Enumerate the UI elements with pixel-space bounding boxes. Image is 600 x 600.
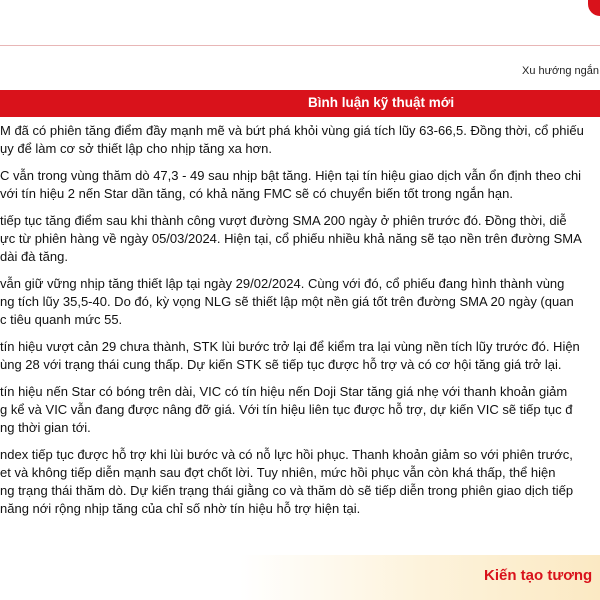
paragraph-line: dài đà tăng. <box>0 249 68 264</box>
paragraph-line: C vẫn trong vùng thăm dò 47,3 - 49 sau nhịp bật tăng. Hiện tại tín hiệu giao dịch vẫn ổn định theo chi <box>0 168 582 183</box>
paragraph-line: ực từ phiên hàng về ngày 05/03/2024. Hiện tại, cổ phiếu nhiều khả năng sẽ tạo nền trên đường SMA <box>0 231 582 246</box>
paragraph-line: ng thời gian tới. <box>0 420 91 435</box>
paragraph-6 <box>0 383 600 437</box>
paragraph-line: et và không tiếp diễn mạnh sau đợt chốt lời. Tuy nhiên, mức hồi phục vẫn còn khá thấp, thể hiện <box>0 465 556 480</box>
paragraph-line: ng trạng thái thăm dò. Dự kiến trạng thái giằng co và thăm dò sẽ tiếp diễn trong phiên giao dịch tiếp <box>0 483 574 498</box>
paragraph-line: tín hiệu nến Star có bóng trên dài, VIC có tín hiệu nến Doji Star tăng giá nhẹ với thanh khoản giảm <box>0 384 568 399</box>
paragraph-line: năng nới rộng nhịp tăng của chỉ số nhờ tín hiệu hỗ trợ hiện tại. <box>0 501 361 516</box>
paragraph-line: M đã có phiên tăng điểm đầy mạnh mẽ và bứt phá khỏi vùng giá tích lũy 63-66,5. Đồng thời, cổ phiếu <box>0 123 584 138</box>
paragraph-line: ndex tiếp tục được hỗ trợ khi lùi bước và có nỗ lực hồi phục. Thanh khoản giảm so với phiên trước, <box>0 447 573 462</box>
paragraph-4 <box>0 275 600 329</box>
paragraph-line: vẫn giữ vững nhịp tăng thiết lập tại ngày 29/02/2024. Cùng với đó, cổ phiếu đang hình thành vùng <box>0 276 565 291</box>
paragraph-7 <box>0 446 600 518</box>
trend-label: Xu hướng ngắn <box>522 65 599 77</box>
paragraph-line: ụy để làm cơ sở thiết lập cho nhịp tăng xa hơn. <box>0 141 273 156</box>
paragraph-line: với tín hiệu 2 nến Star dần tăng, có khả năng FMC sẽ có chuyển biến tốt trong ngắn hạn. <box>0 186 513 201</box>
top-divider <box>0 45 600 46</box>
paragraph-line: c tiêu quanh mức 55. <box>0 312 123 327</box>
paragraph-5 <box>0 338 600 374</box>
paragraph-line: tín hiệu vượt cản 29 chưa thành, STK lùi bước trở lại để kiểm tra lại vùng nền tích lũy trước đó. Hiện <box>0 339 580 354</box>
paragraph-line: tiếp tục tăng điểm sau khi thành công vượt đường SMA 200 ngày ở phiên trước đó. Đồng thời, diễ <box>0 213 567 228</box>
footer-slogan: Kiến tạo tương <box>484 567 593 584</box>
paragraph-line: g kể và VIC vẫn đang được nâng đỡ giá. Với tín hiệu liên tục được hỗ trợ, dự kiến VIC sẽ tiếp tục đ <box>0 402 573 417</box>
commentary-body <box>0 122 600 562</box>
paragraph-2 <box>0 167 600 203</box>
paragraph-3 <box>0 212 600 266</box>
paragraph-line: ùng 28 với trạng thái cung thấp. Dự kiến STK sẽ tiếp tục được hỗ trợ và có cơ hội tăng giá trở lại. <box>0 357 562 372</box>
section-title: Bình luận kỹ thuật mới <box>308 95 455 110</box>
brand-logo-mark <box>588 0 600 16</box>
paragraph-line: ng tích lũy 35,5-40. Do đó, kỳ vọng NLG sẽ thiết lập một nền giá tốt trên đường SMA 20 ngày (quan <box>0 294 574 309</box>
paragraph-1 <box>0 122 600 158</box>
section-header-bar <box>0 90 600 117</box>
